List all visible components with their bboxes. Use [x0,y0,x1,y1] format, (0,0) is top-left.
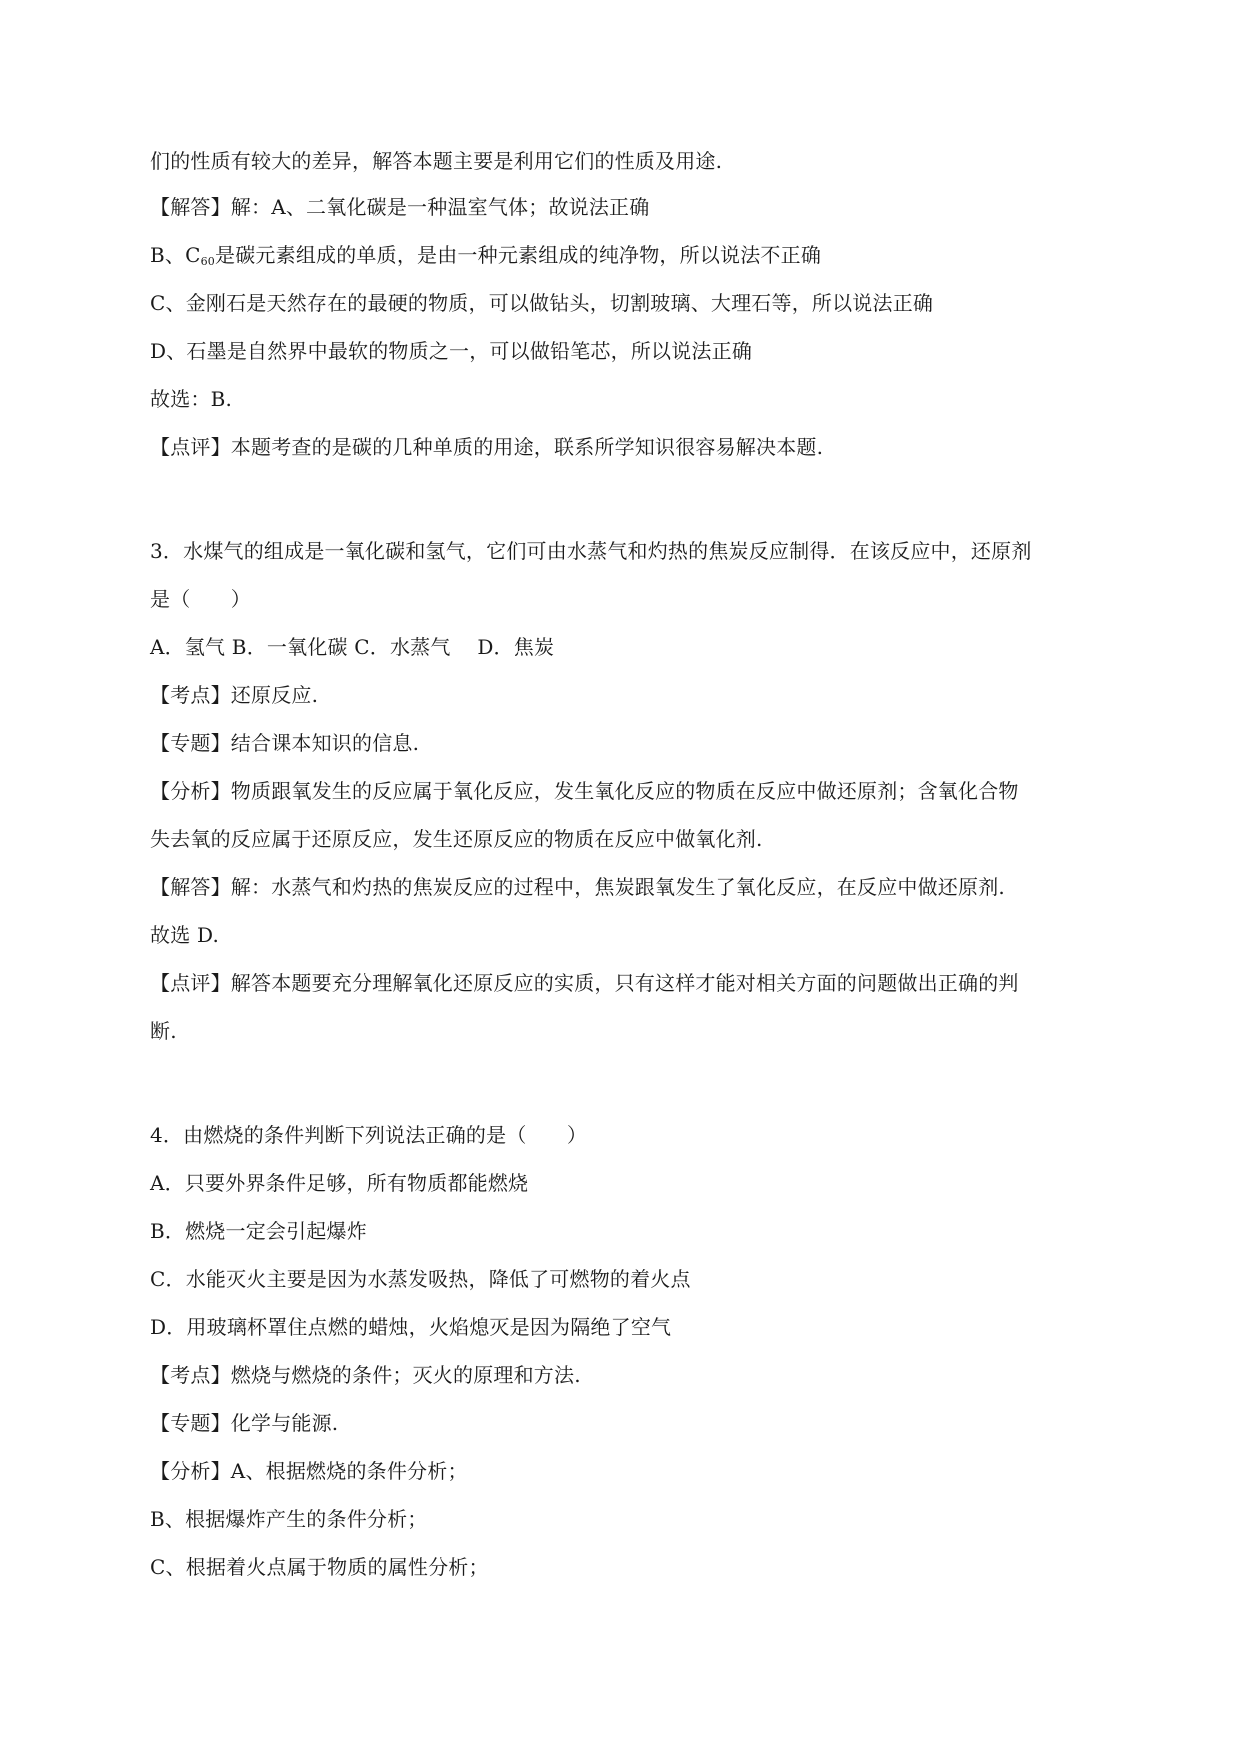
text-line: 失去氧的反应属于还原反应，发生还原反应的物质在反应中做氧化剂. [150,827,763,851]
question-4-stem: 4．由燃烧的条件判断下列说法正确的是（ ） [150,1123,588,1147]
text-line: 们的性质有较大的差异，解答本题主要是利用它们的性质及用途. [150,149,723,173]
question-4-option-d: D．用玻璃杯罩住点燃的蜡烛，火焰熄灭是因为隔绝了空气 [150,1315,672,1339]
question-4-option-b: B．燃烧一定会引起爆炸 [150,1219,367,1243]
question-3-stem: 3．水煤气的组成是一氧化碳和氢气，它们可由水蒸气和灼热的焦炭反应制得．在该反应中，还原剂 [150,539,1032,563]
text-line: 【点评】本题考查的是碳的几种单质的用途，联系所学知识很容易解决本题. [150,435,824,459]
question-4-option-a: A．只要外界条件足够，所有物质都能燃烧 [150,1171,529,1195]
text-line: B、$C_{60}$是碳元素组成的单质，是由一种元素组成的纯净物，所以说法不正确 [150,243,822,268]
text-line: 【专题】化学与能源. [150,1411,339,1435]
text-line: 【解答】解：A、二氧化碳是一种温室气体；故说法正确 [150,195,650,219]
text-line: B、根据爆炸产生的条件分析； [150,1507,428,1531]
text-line: 是（ ） [150,587,251,611]
text-line: 【分析】A、根据燃烧的条件分析； [150,1459,468,1483]
subscript: 60 [200,255,216,268]
text-line: 【考点】燃烧与燃烧的条件；灭火的原理和方法. [150,1363,581,1387]
text-line: 故选：B. [150,387,233,411]
text-line: 断. [150,1019,177,1043]
text-line: 【分析】物质跟氧发生的反应属于氧化反应，发生氧化反应的物质在反应中做还原剂；含氧化合物 [150,779,1019,803]
question-3-options: A．氢气 B．一氧化碳 C．水蒸气 D．焦炭 [150,635,555,659]
text-line: 【解答】解：水蒸气和灼热的焦炭反应的过程中，焦炭跟氧发生了氧化反应，在反应中做还原剂. [150,875,1005,899]
question-4-option-c: C．水能灭火主要是因为水蒸发吸热，降低了可燃物的着火点 [150,1267,691,1291]
text-line: 故选 D. [150,923,220,947]
text-line: 【考点】还原反应. [150,683,319,707]
text-line: D、石墨是自然界中最软的物质之一，可以做铅笔芯，所以说法正确 [150,339,753,363]
text-line: C、金刚石是天然存在的最硬的物质，可以做钻头，切割玻璃、大理石等，所以说法正确 [150,291,934,315]
text-line: 【专题】结合课本知识的信息. [150,731,420,755]
text-line: 【点评】解答本题要充分理解氧化还原反应的实质，只有这样才能对相关方面的问题做出正确的判 [150,971,1019,995]
text-line: C、根据着火点属于物质的属性分析； [150,1555,489,1579]
